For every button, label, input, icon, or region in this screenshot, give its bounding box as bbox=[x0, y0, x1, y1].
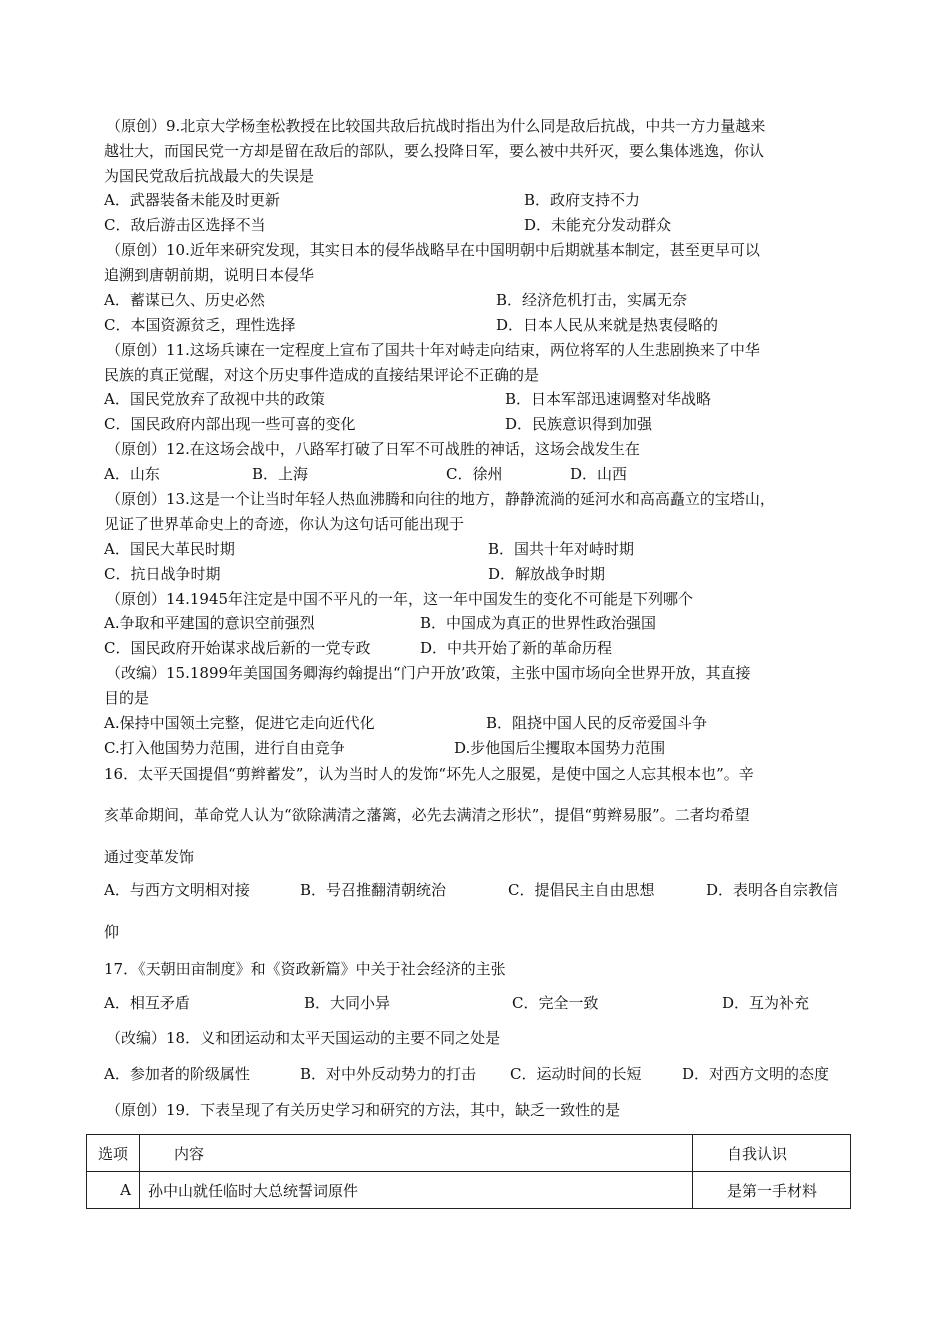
question-18-option-c: C．运动时间的长短 bbox=[510, 1065, 642, 1083]
question-15-line-1: （改编）15.1899年美国国务卿海约翰提出“门户开放’政策，主张中国市场向全世界开放，其直接 bbox=[106, 664, 751, 682]
question-12-line-1: （原创）12.在这场会战中，八路军打破了日军不可战胜的神话，这场会战发生在 bbox=[106, 440, 640, 458]
question-15-option-c: C.打入他国势力范围，进行自由竞争 bbox=[104, 739, 345, 757]
question-18-option-a: A．参加者的阶级属性 bbox=[104, 1065, 250, 1083]
question-10-option-d: D．日本人民从来就是热衷侵略的 bbox=[496, 316, 719, 334]
question-18-line-1: （改编）18．义和团运动和太平天国运动的主要不同之处是 bbox=[106, 1029, 501, 1047]
question-12-option-b: B．上海 bbox=[252, 465, 309, 483]
question-10-line-2: 追溯到唐朝前期，说明日本侵华 bbox=[104, 266, 315, 284]
question-9-option-b: B．政府支持不力 bbox=[524, 191, 641, 209]
question-15-option-a: A.保持中国领土完整，促进它走向近代化 bbox=[104, 714, 375, 732]
question-14-option-c: C．国民政府开始谋求战后新的一党专政 bbox=[104, 639, 371, 657]
table-row bbox=[87, 1172, 851, 1209]
table-header-row bbox=[87, 1135, 851, 1172]
question-14-option-b: B．中国成为真正的世界性政治强国 bbox=[420, 614, 657, 632]
question-16-option-a: A．与西方文明相对接 bbox=[104, 881, 250, 899]
table-cell-content: 孙中山就任临时大总统誓词原件 bbox=[140, 1172, 693, 1209]
table-header-option: 选项 bbox=[87, 1135, 140, 1172]
question-11-option-d: D．民族意识得到加强 bbox=[505, 415, 653, 433]
question-9-line-2: 越壮大，而国民党一方却是留在敌后的部队，要么投降日军，要么被中共歼灭，要么集体逃逸，你认 bbox=[104, 142, 765, 160]
question-13-option-a: A．国民大革民时期 bbox=[104, 540, 235, 558]
question-14-option-a: A.争取和平建国的意识空前强烈 bbox=[104, 614, 315, 632]
question-13-option-b: B．国共十年对峙时期 bbox=[488, 540, 635, 558]
question-9-option-c: C．敌后游击区选择不当 bbox=[104, 216, 266, 234]
question-17-line-1: 17．《天朝田亩制度》和《资政新篇》中关于社会经济的主张 bbox=[104, 960, 506, 978]
question-9-option-a: A．武器装备未能及时更新 bbox=[104, 191, 280, 209]
question-11-line-2: 民族的真正觉醒，对这个历史事件造成的直接结果评论不正确的是 bbox=[104, 366, 540, 384]
question-16-option-c: C．提倡民主自由思想 bbox=[508, 881, 655, 899]
question-11-line-1: （原创）11.这场兵谏在一定程度上宣布了国共十年对峙走向结束，两位将军的人生悲剧换来了中华 bbox=[106, 341, 760, 359]
question-18-option-b: B．对中外反动势力的打击 bbox=[300, 1065, 477, 1083]
question-13-line-1: （原创）13.这是一个让当时年轻人热血沸腾和向往的地方，静静流淌的延河水和高高矗立的宝塔山， bbox=[106, 490, 775, 508]
question-9-line-1: （原创）9.北京大学杨奎松教授在比较国共敌后抗战时指出为什么同是敌后抗战，中共一方力量越来 bbox=[106, 117, 766, 135]
question-16-line-1: 16．太平天国提倡“剪辫蓄发”，认为当时人的发饰“坏先人之服冕，是使中国之人忘其根本也”。辛 bbox=[104, 765, 754, 783]
question-10-option-b: B．经济危机打击，实属无奈 bbox=[496, 291, 688, 309]
question-19-line-1: （原创）19．下表呈现了有关历史学习和研究的方法，其中，缺乏一致性的是 bbox=[106, 1101, 621, 1119]
question-16-line-2: 亥革命期间，革命党人认为“欲除满清之藩篱，必先去满清之形状”，提倡“剪辫易服”。二者均希望 bbox=[104, 806, 750, 824]
question-13-line-2: 见证了世界革命史上的奇迹，你认为这句话可能出现于 bbox=[104, 515, 465, 533]
question-17-option-b: B．大同小异 bbox=[304, 994, 391, 1012]
question-10-option-c: C．本国资源贫乏，理性选择 bbox=[104, 316, 296, 334]
question-17-option-d: D．互为补充 bbox=[722, 994, 810, 1012]
question-17-option-a: A．相互矛盾 bbox=[104, 994, 190, 1012]
question-10-option-a: A．蓄谋已久、历史必然 bbox=[104, 291, 265, 309]
question-12-option-a: A．山东 bbox=[104, 465, 160, 483]
question-16-option-d-continuation: 仰 bbox=[104, 923, 120, 941]
question-13-option-c: C．抗日战争时期 bbox=[104, 565, 221, 583]
question-12-option-c: C．徐州 bbox=[446, 465, 503, 483]
question-15-option-d: D.步他国后尘攫取本国势力范围 bbox=[454, 739, 666, 757]
question-15-line-2: 目的是 bbox=[104, 689, 150, 707]
question-14-line-1: （原创）14.1945年注定是中国不平凡的一年，这一年中国发生的变化不可能是下列哪个 bbox=[106, 590, 694, 608]
question-11-option-b: B．日本军部迅速调整对华战略 bbox=[505, 390, 712, 408]
table-header-self-understanding: 自我认识 bbox=[693, 1135, 851, 1172]
question-10-line-1: （原创）10.近年来研究发现，其实日本的侵华战略早在中国明朝中后期就基本制定，甚至更早可以 bbox=[106, 241, 760, 259]
question-9-option-d: D．未能充分发动群众 bbox=[524, 216, 672, 234]
table-cell-self-understanding: 是第一手材料 bbox=[693, 1172, 851, 1209]
methods-table bbox=[86, 1134, 851, 1209]
table-cell-option: A bbox=[87, 1172, 140, 1209]
question-13-option-d: D．解放战争时期 bbox=[488, 565, 606, 583]
question-18-option-d: D．对西方文明的态度 bbox=[682, 1065, 830, 1083]
question-12-option-d: D．山西 bbox=[570, 465, 628, 483]
question-16-option-d: D．表明各自宗教信 bbox=[706, 881, 839, 899]
question-16-option-b: B．号召推翻清朝统治 bbox=[300, 881, 447, 899]
question-11-option-c: C．国民政府内部出现一些可喜的变化 bbox=[104, 415, 356, 433]
question-17-option-c: C．完全一致 bbox=[512, 994, 599, 1012]
question-14-option-d: D．中共开始了新的革命历程 bbox=[420, 639, 613, 657]
question-16-line-3: 通过变革发饰 bbox=[104, 848, 195, 866]
question-15-option-b: B．阻挠中国人民的反帝爱国斗争 bbox=[486, 714, 708, 732]
table-header-content: 内容 bbox=[140, 1135, 693, 1172]
question-9-line-3: 为国民党敌后抗战最大的失误是 bbox=[104, 167, 315, 185]
question-11-option-a: A．国民党放弃了敌视中共的政策 bbox=[104, 390, 325, 408]
